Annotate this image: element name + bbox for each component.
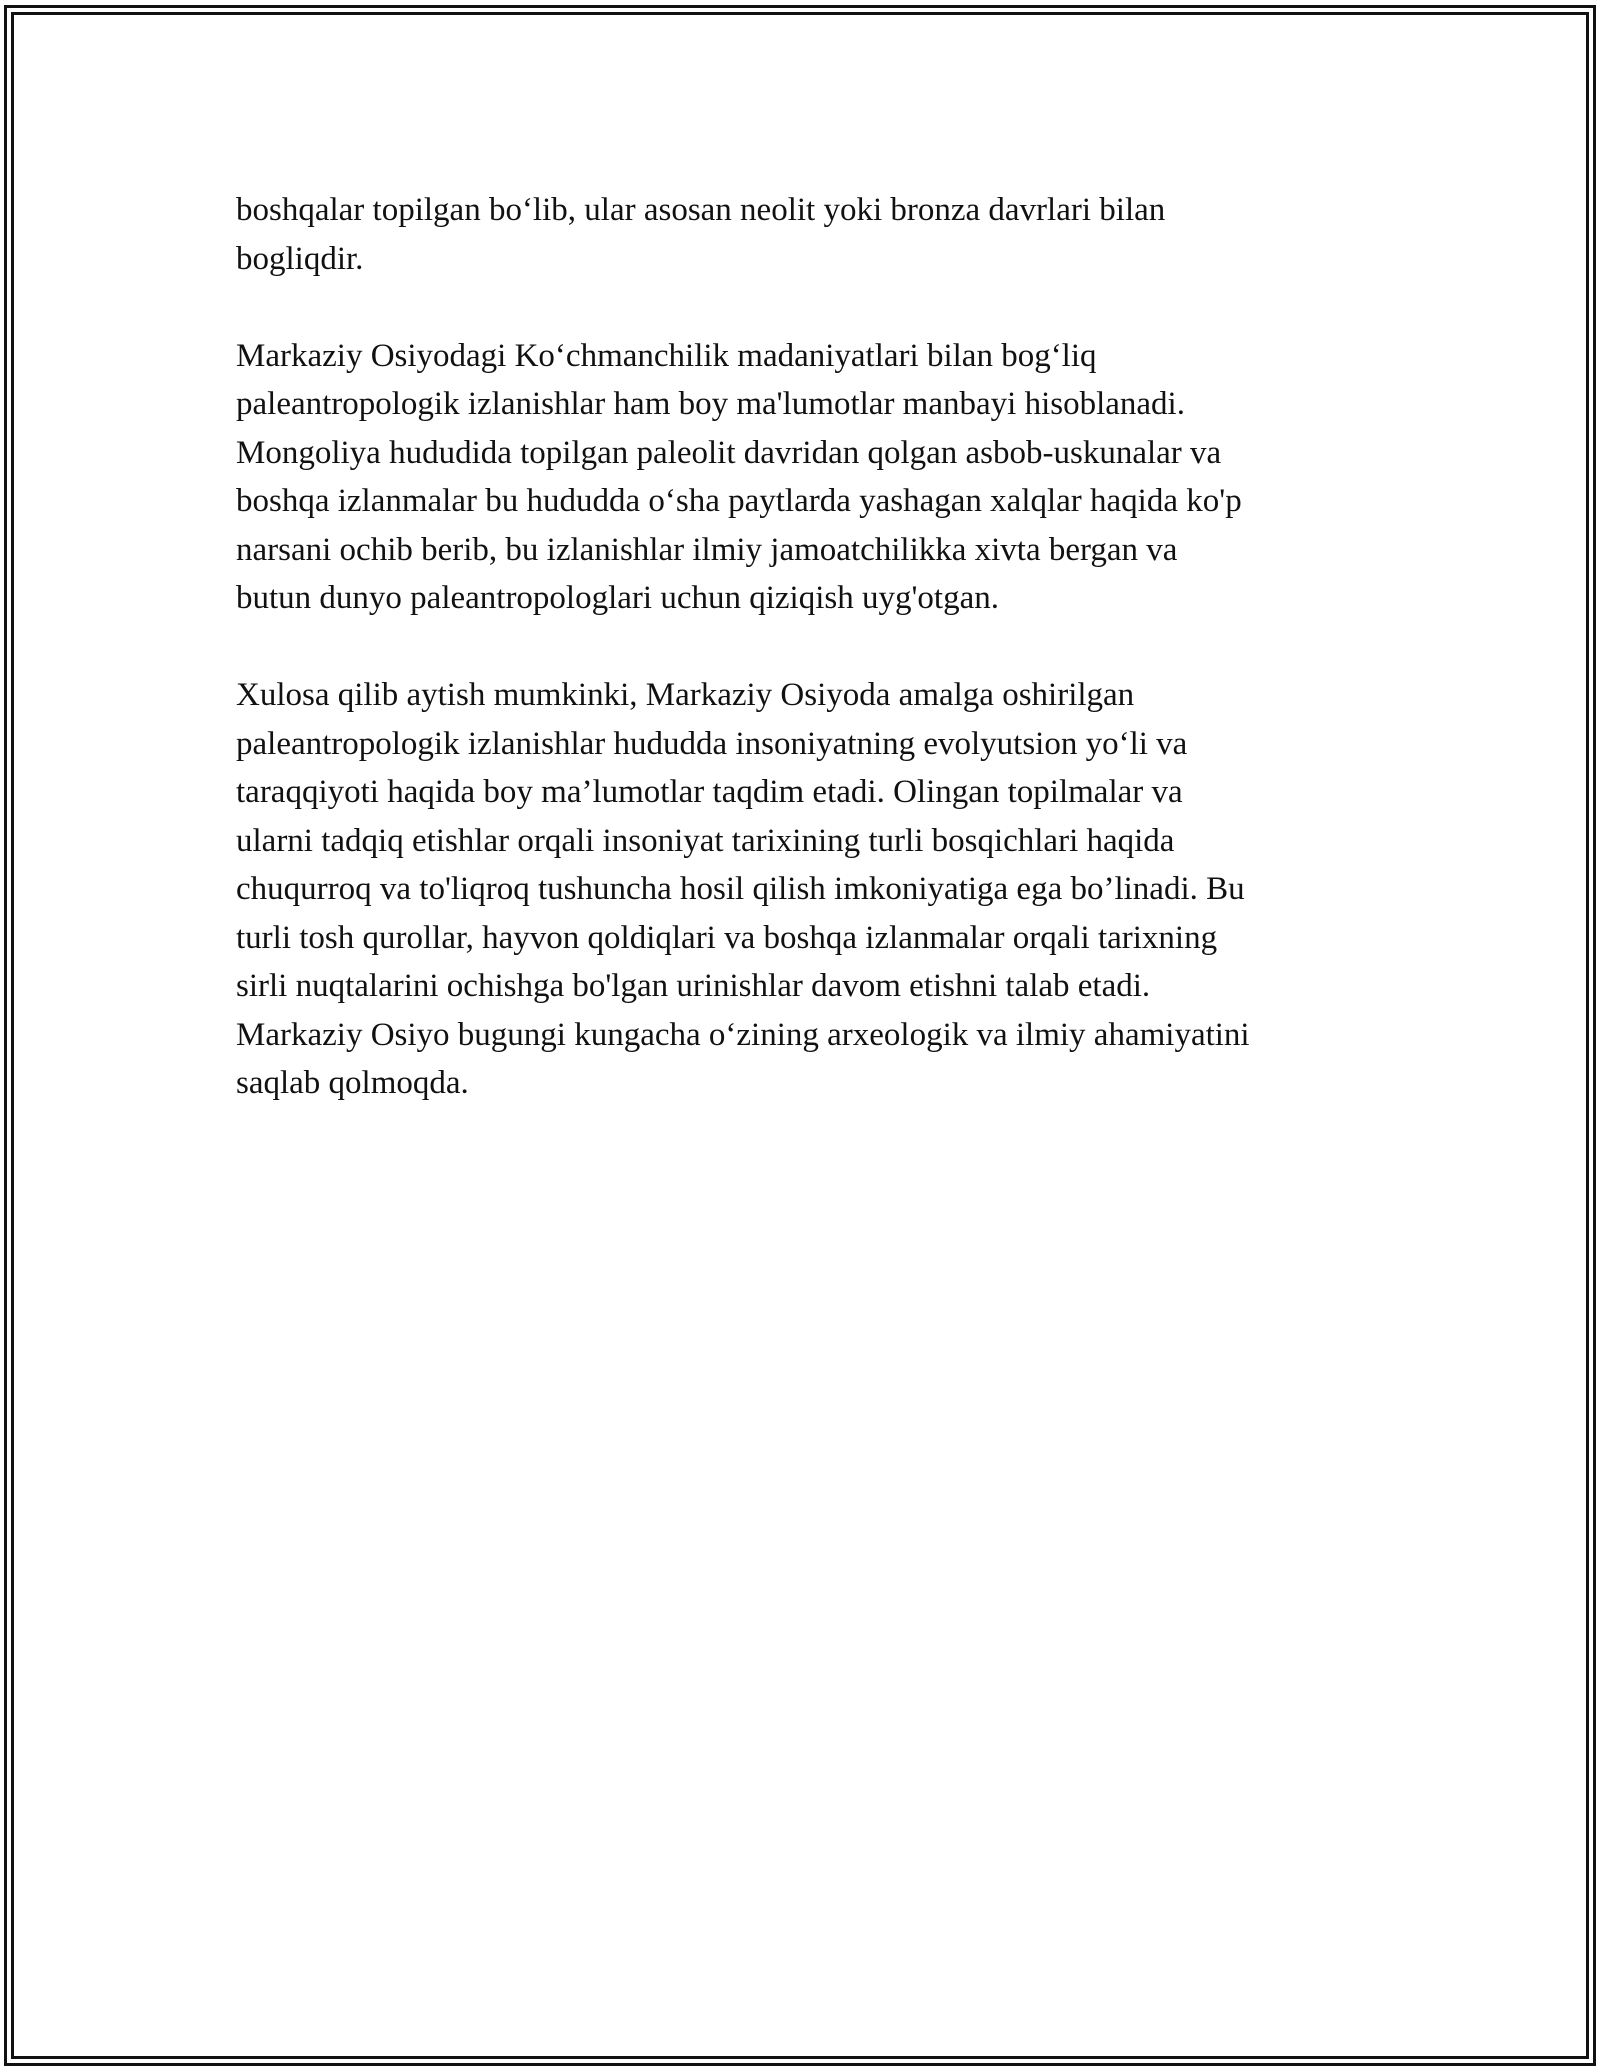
text-line: Markaziy Osiyodagi Ko‘chmanchilik madaniyatlari bilan bog‘liq [236,337,1097,374]
text-line: bogliqdir. [236,240,364,277]
text-line: ularni tadqiq etishlar orqali insoniyat tarixining turli bosqichlari haqida [236,822,1175,859]
document-body [236,186,1376,1108]
text-line: boshqalar topilgan bo‘lib, ular asosan neolit yoki bronza davrlari bilan [236,192,1166,228]
text-line: chuqurroq va to'liqroq tushuncha hosil qilish imkoniyatiga ega bo’linadi. Bu [236,871,1245,907]
text-line: paleantropologik izlanishlar hududda insoniyatning evolyutsion yo‘li va [236,725,1188,762]
text-line: boshqa izlanmalar bu hududda o‘sha paytlarda yashagan xalqlar haqida ko'p [236,483,1242,519]
text-line: paleantropologik izlanishlar ham boy ma'lumotlar manbayi hisoblanadi. [236,386,1185,422]
text-line: Markaziy Osiyo bugungi kungacha o‘zining arxeologik va ilmiy ahamiyatini [236,1016,1250,1053]
paragraph-1 [236,186,1376,283]
text-line: saqlab qolmoqda. [236,1065,469,1101]
text-line: Mongoliya hududida topilgan paleolit davridan qolgan asbob-uskunalar va [236,434,1222,471]
text-line: turli tosh qurollar, hayvon qoldiqlari va boshqa izlanmalar orqali tarixning [236,919,1218,956]
text-line: butun dunyo paleantropologlari uchun qiziqish uyg'otgan. [236,580,999,616]
text-line: sirli nuqtalarini ochishga bo'lgan urinishlar davom etishni talab etadi. [236,968,1151,1004]
paragraph-2 [236,332,1376,623]
text-line: narsani ochib berib, bu izlanishlar ilmiy jamoatchilikka xivta bergan va [236,531,1178,568]
paragraph-3 [236,671,1376,1108]
text-line: taraqqiyoti haqida boy ma’lumotlar taqdim etadi. Olingan topilmalar va [236,774,1183,810]
text-line: Xulosa qilib aytish mumkinki, Markaziy Osiyoda amalga oshirilgan [236,677,1135,713]
